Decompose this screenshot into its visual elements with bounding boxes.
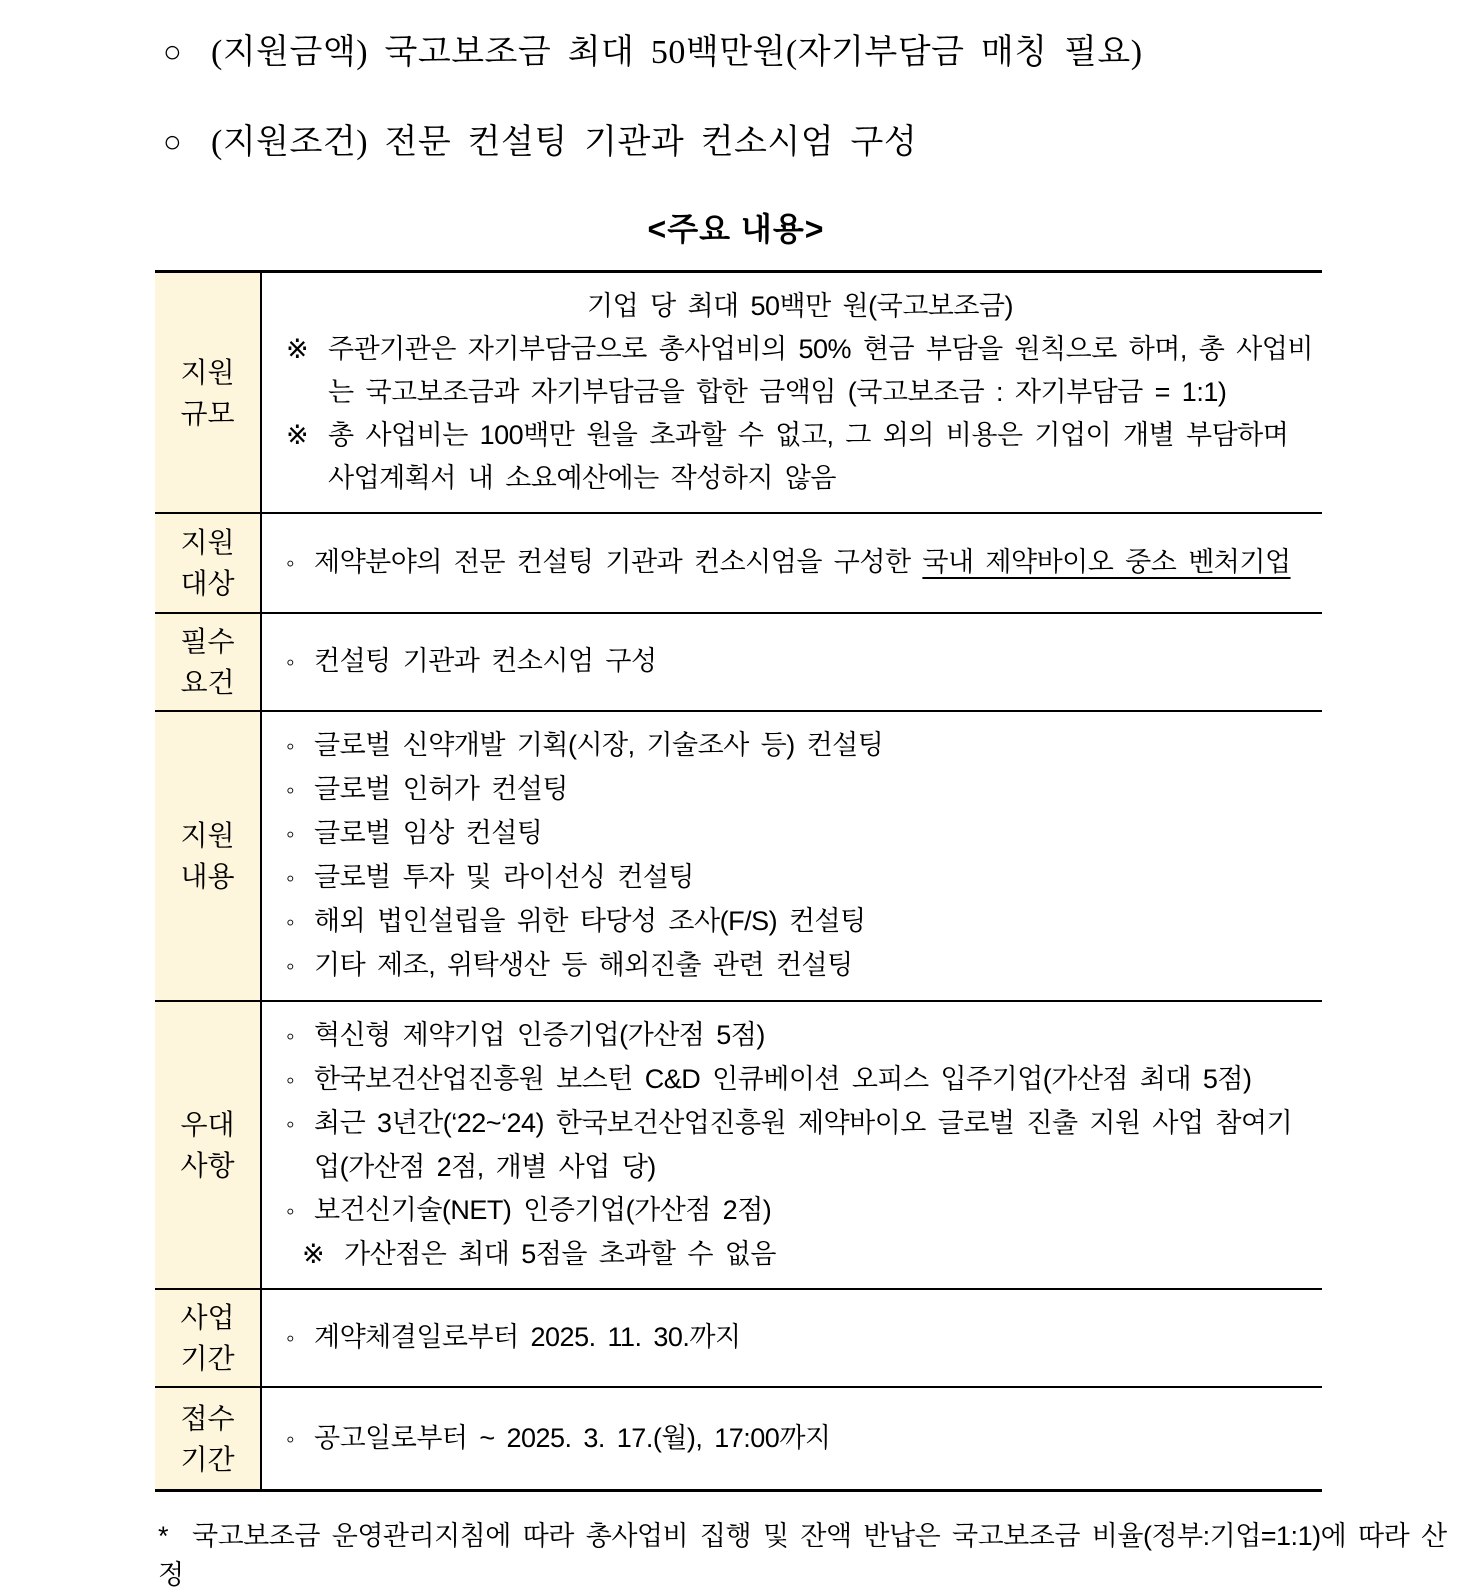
row-label xyxy=(155,273,262,512)
intro-bullet-support-condition xyxy=(163,114,1432,163)
row-label xyxy=(155,712,262,1000)
footnote xyxy=(158,1514,1472,1592)
bullet-text: 공고일로부터 ~ 2025. 3. 17.(월), 17:00까지 xyxy=(314,1422,831,1453)
section-title: <주요 내용> xyxy=(647,211,825,247)
row-content xyxy=(262,1388,1322,1489)
note-text: 총 사업비는 100백만 원을 초과할 수 없고, 그 외의 비용은 기업이 개별 부담하며 사업계획서 내 소요예산에는 작성하지 않음 xyxy=(328,420,1289,493)
row-label-line: 접수 xyxy=(180,1402,235,1434)
support-summary-table xyxy=(155,270,1322,1492)
bullet-text: 계약체결일로부터 2025. 11. 30.까지 xyxy=(314,1322,741,1352)
row-label xyxy=(155,1002,262,1288)
intro-bullet-text: (지원조건) 전문 컨설팅 기관과 컨소시엄 구성 xyxy=(211,124,918,161)
row-label-line: 기간 xyxy=(180,1343,235,1374)
row-content xyxy=(262,514,1322,612)
bullet-line xyxy=(286,856,1314,900)
dot-bullet-icon: ◦ xyxy=(286,1198,295,1225)
dot-bullet-icon: ◦ xyxy=(286,1023,295,1050)
dot-bullet-icon: ◦ xyxy=(286,821,295,848)
row-label-line: 필수 xyxy=(180,626,235,657)
table-row-application-period xyxy=(155,1388,1322,1489)
row-label-line: 대상 xyxy=(180,568,235,599)
note-line xyxy=(286,414,1314,500)
bullet-text: 글로벌 신약개발 기획(시장, 기술조사 등) 컨설팅 xyxy=(314,730,884,760)
row-label-line: 지원 xyxy=(180,527,235,558)
dot-bullet-icon: ◦ xyxy=(286,909,295,936)
row-label-line: 사업 xyxy=(180,1302,235,1333)
footnote-text: 국고보조금 운영관리지침에 따라 총사업비 집행 및 잔액 반납은 국고보조금 비율(정부:기업=1:1)에 따라 산정 xyxy=(158,1521,1447,1590)
dot-bullet-icon: ◦ xyxy=(286,550,295,577)
row-label-line: 기간 xyxy=(180,1443,235,1475)
note-text: 주관기관은 자기부담금으로 총사업비의 50% 현금 부담을 원칙으로 하며, 총 사업비는 국고보조금과 자기부담금을 합한 금액임 (국고보조금 : 자기부담금 = 1:1) xyxy=(328,334,1313,407)
headline-text: 기업 당 최대 50백만 원(국고보조금) xyxy=(586,291,1014,321)
bullet-text: 혁신형 제약기업 인증기업(가산점 5점) xyxy=(314,1020,765,1050)
note-text: 가산점은 최대 5점을 초과할 수 없음 xyxy=(344,1239,776,1269)
dot-bullet-icon: ◦ xyxy=(286,865,295,892)
dot-bullet-icon: ◦ xyxy=(286,1325,295,1352)
bullet-line xyxy=(286,1316,1314,1360)
circle-bullet-icon: ○ xyxy=(163,124,183,159)
row-label-line: 내용 xyxy=(180,861,235,892)
bullet-line xyxy=(286,900,1314,944)
bullet-text: 제약분야의 전문 컨설팅 기관과 컨소시엄을 구성한 xyxy=(314,547,923,577)
row-content xyxy=(262,273,1322,512)
dot-bullet-icon: ◦ xyxy=(286,733,295,760)
bullet-text: 최근 3년간(‘22~‘24) 한국보건산업진흥원 제약바이오 글로벌 진출 지원 사업 참여기업(가산점 2점, 개별 사업 당) xyxy=(314,1108,1293,1182)
bullet-line xyxy=(286,1014,1314,1058)
dot-bullet-icon: ◦ xyxy=(286,1067,295,1094)
dot-bullet-icon: ◦ xyxy=(286,649,295,676)
bullet-line xyxy=(286,812,1314,856)
bullet-line xyxy=(286,944,1314,988)
bullet-line xyxy=(286,1102,1314,1189)
bullet-text: 글로벌 투자 및 라이선싱 컨설팅 xyxy=(314,862,695,892)
row-label-line: 요건 xyxy=(180,667,235,698)
table-row-project-period xyxy=(155,1290,1322,1388)
reference-mark-icon: ※ xyxy=(286,334,309,364)
bullet-text: 글로벌 인허가 컨설팅 xyxy=(314,774,568,804)
bullet-line xyxy=(286,541,1314,585)
bullet-line xyxy=(286,1417,1314,1461)
bullet-text: 보건신기술(NET) 인증기업(가산점 2점) xyxy=(314,1195,772,1225)
row-label xyxy=(155,614,262,710)
bullet-line xyxy=(286,768,1314,812)
bullet-text: 한국보건산업진흥원 보스턴 C&D 인큐베이션 오피스 입주기업(가산점 최대 5점) xyxy=(314,1064,1252,1094)
row-label-line: 규모 xyxy=(180,397,235,429)
row-content xyxy=(262,614,1322,710)
dot-bullet-icon: ◦ xyxy=(286,953,295,980)
table-row-support-content xyxy=(155,712,1322,1002)
table-row-required xyxy=(155,614,1322,712)
table-row-support-target xyxy=(155,514,1322,614)
row-label xyxy=(155,1290,262,1386)
reference-mark-icon: ※ xyxy=(286,420,309,450)
table-row-preferences xyxy=(155,1002,1322,1290)
circle-bullet-icon: ○ xyxy=(163,34,183,69)
row-label xyxy=(155,514,262,612)
bullet-line xyxy=(286,640,1314,684)
dot-bullet-icon: ◦ xyxy=(286,1111,295,1138)
bullet-text: 기타 제조, 위탁생산 등 해외진출 관련 컨설팅 xyxy=(314,950,853,980)
intro-section xyxy=(0,0,1472,163)
bullet-text: 글로벌 임상 컨설팅 xyxy=(314,818,543,848)
intro-bullet-text: (지원금액) 국고보조금 최대 50백만원(자기부담금 매칭 필요) xyxy=(211,34,1143,71)
bullet-line xyxy=(286,1189,1314,1233)
row-label-line: 지원 xyxy=(180,356,235,388)
intro-bullet-support-amount xyxy=(163,24,1432,73)
table-row-support-scale xyxy=(155,273,1322,514)
row-content xyxy=(262,712,1322,1000)
dot-bullet-icon: ◦ xyxy=(286,777,295,804)
row-content xyxy=(262,1002,1322,1288)
row-label-line: 우대 xyxy=(180,1109,235,1140)
bullet-line xyxy=(286,1058,1314,1102)
dot-bullet-icon: ◦ xyxy=(286,1425,295,1453)
row-label xyxy=(155,1388,262,1489)
underlined-text: 국내 제약바이오 중소 벤처기업 xyxy=(922,547,1291,577)
bullet-text: 컨설팅 기관과 컨소시엄 구성 xyxy=(314,646,657,676)
row-content xyxy=(262,1290,1322,1386)
bullet-text: 해외 법인설립을 위한 타당성 조사(F/S) 컨설팅 xyxy=(314,906,866,936)
reference-mark-icon: ※ xyxy=(302,1239,325,1269)
note-line xyxy=(286,1233,1314,1276)
row-label-line: 지원 xyxy=(180,820,235,851)
note-line xyxy=(286,328,1314,414)
asterisk-icon: * xyxy=(158,1521,169,1551)
bullet-line xyxy=(286,724,1314,768)
row-label-line: 사항 xyxy=(180,1150,235,1181)
